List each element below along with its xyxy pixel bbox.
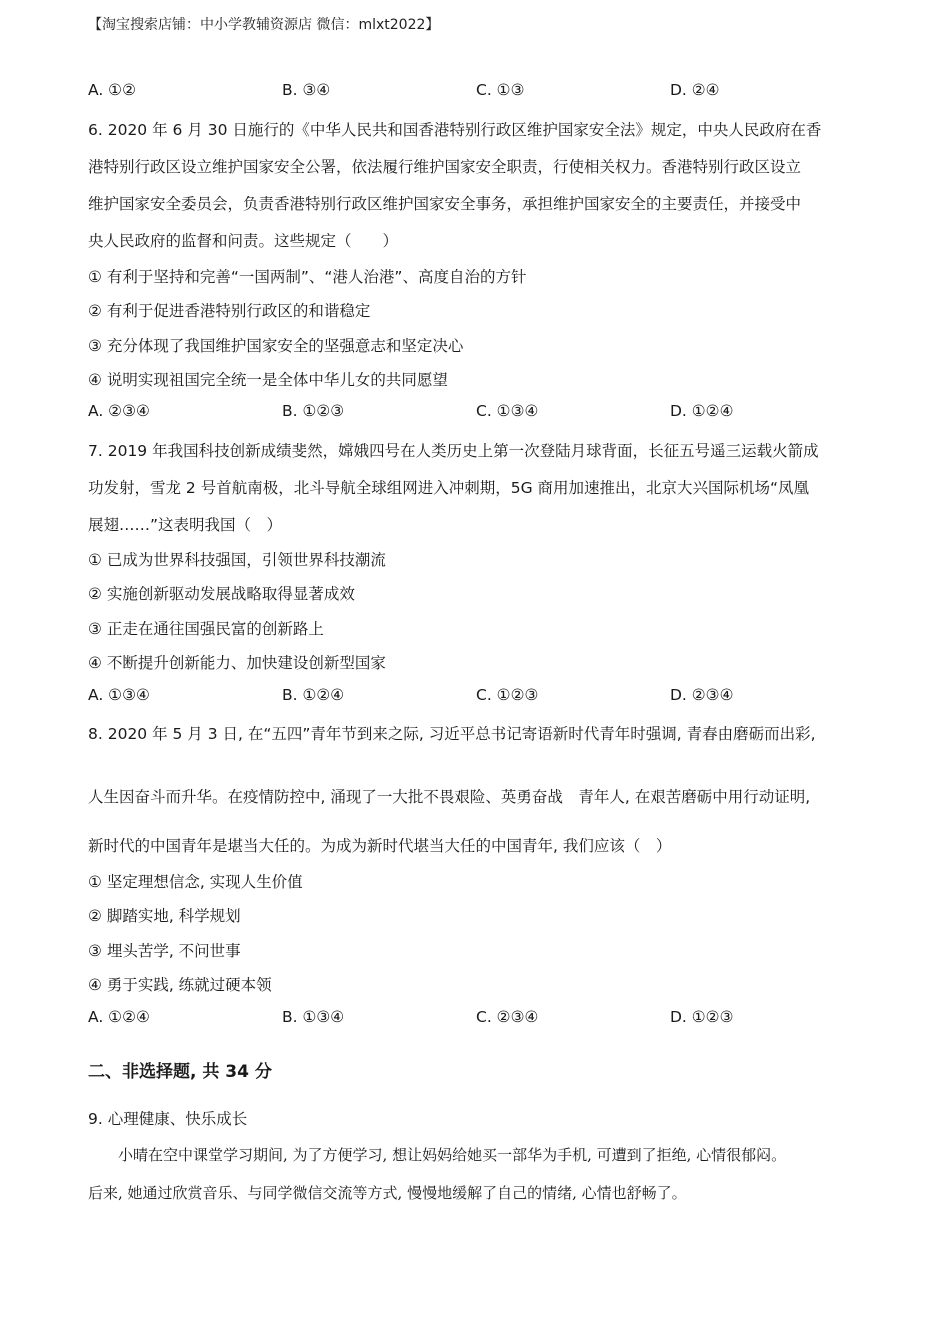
statement-item: ① 已成为世界科技强国，引领世界科技潮流 xyxy=(88,551,386,569)
statement-item: ② 实施创新驱动发展战略取得显著成效 xyxy=(88,585,355,603)
option-a: A. ①②④ xyxy=(88,1008,150,1026)
option-c: C. ②③④ xyxy=(476,1008,539,1026)
statement-item: ② 脚踏实地, 科学规划 xyxy=(88,907,241,925)
option-a: A. ②③④ xyxy=(88,402,150,420)
statement-item: ③ 正走在通往国强民富的创新路上 xyxy=(88,620,324,638)
statement-item: ③ 埋头苦学, 不问世事 xyxy=(88,942,241,960)
option-c: C. ①②③ xyxy=(476,686,539,704)
option-b: B. ①②④ xyxy=(282,686,345,704)
question-text-line: 央人民政府的监督和问责。这些规定（ ） xyxy=(88,232,399,250)
question-title: 9. 心理健康、快乐成长 xyxy=(88,1110,248,1128)
question-text-line: 维护国家安全委员会，负责香港特别行政区维护国家安全事务，承担维护国家安全的主要责任，并接受中 xyxy=(88,195,802,213)
question-text-line: 新时代的中国青年是堪当大任的。为成为新时代堪当大任的中国青年, 我们应该（ ） xyxy=(88,837,672,855)
question-text-line: 功发射，雪龙 2 号首航南极，北斗导航全球组网进入冲刺期，5G 商用加速推出，北京大兴国际机场“凤凰 xyxy=(88,479,810,497)
option-a: A. ①③④ xyxy=(88,686,150,704)
shop-header: 【淘宝搜索店铺：中小学教辅资源店 微信：mlxt2022】 xyxy=(88,17,440,33)
option-d: D. ①②④ xyxy=(670,402,734,420)
question-text-line: 8. 2020 年 5 月 3 日, 在“五四”青年节到来之际, 习近平总书记寄语新时代青年时强调, 青春由磨砺而出彩, xyxy=(88,725,816,743)
option-d: D. ②③④ xyxy=(670,686,734,704)
option-b: B. ③④ xyxy=(282,81,331,99)
statement-item: ① 坚定理想信念, 实现人生价值 xyxy=(88,873,303,891)
question-text-line: 人生因奋斗而升华。在疫情防控中, 涌现了一大批不畏艰险、英勇奋战 青年人, 在艰苦磨砺中用行动证明, xyxy=(88,788,811,806)
statement-item: ④ 说明实现祖国完全统一是全体中华儿女的共同愿望 xyxy=(88,371,448,389)
statement-item: ④ 不断提升创新能力、加快建设创新型国家 xyxy=(88,654,386,672)
question-text-line: 展翅……”这表明我国（ ） xyxy=(88,516,283,534)
option-d: D. ①②③ xyxy=(670,1008,734,1026)
section-title: 二、非选择题, 共 34 分 xyxy=(88,1062,272,1082)
option-c: C. ①③ xyxy=(476,81,525,99)
question-text-line: 港特别行政区设立维护国家安全公署，依法履行维护国家安全职责，行使相关权力。香港特别行政区设立 xyxy=(88,158,802,176)
scenario-paragraph-line: 小晴在空中课堂学习期间, 为了方便学习, 想让妈妈给她买一部华为手机, 可遭到了拒绝, 心情很郁闷。 xyxy=(118,1146,787,1164)
option-c: C. ①③④ xyxy=(476,402,539,420)
statement-item: ③ 充分体现了我国维护国家安全的坚强意志和坚定决心 xyxy=(88,337,464,355)
question-text-line: 6. 2020 年 6 月 30 日施行的《中华人民共和国香港特别行政区维护国家安全法》规定，中央人民政府在香 xyxy=(88,121,822,139)
option-b: B. ①②③ xyxy=(282,402,345,420)
statement-item: ② 有利于促进香港特别行政区的和谐稳定 xyxy=(88,302,371,320)
question-text-line: 7. 2019 年我国科技创新成绩斐然，嫦娥四号在人类历史上第一次登陆月球背面，长征五号遥三运载火箭成 xyxy=(88,442,819,460)
statement-item: ① 有利于坚持和完善“一国两制”、“港人治港”、高度自治的方针 xyxy=(88,268,527,286)
option-a: A. ①② xyxy=(88,81,136,99)
option-b: B. ①③④ xyxy=(282,1008,345,1026)
scenario-paragraph-line: 后来, 她通过欣赏音乐、与同学微信交流等方式, 慢慢地缓解了自己的情绪, 心情也舒畅了。 xyxy=(88,1184,687,1202)
statement-item: ④ 勇于实践, 练就过硬本领 xyxy=(88,976,272,994)
option-d: D. ②④ xyxy=(670,81,720,99)
